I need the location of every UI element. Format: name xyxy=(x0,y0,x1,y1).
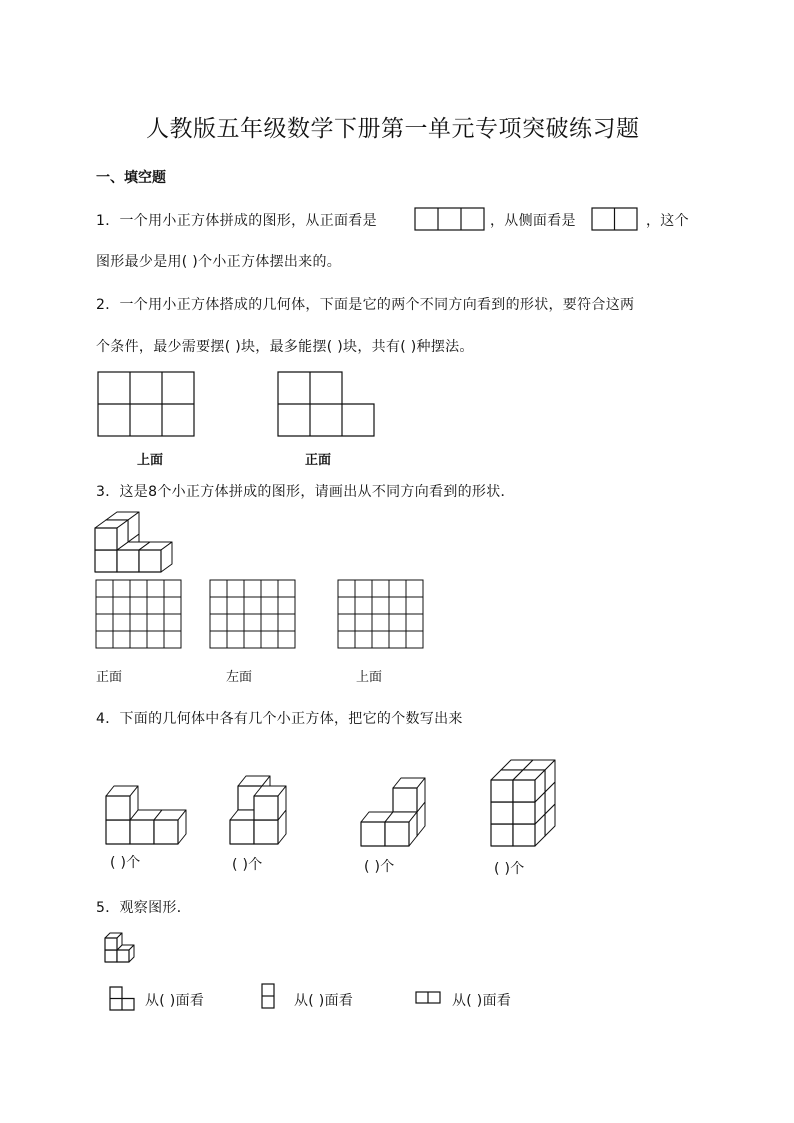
cube xyxy=(393,778,425,812)
q3-label-left: 左面 xyxy=(226,670,253,685)
page-title: 人教版五年级数学下册第一单元专项突破练习题 xyxy=(146,116,640,142)
q2-label-front: 正面 xyxy=(305,453,332,468)
q3-grid-top xyxy=(337,579,425,650)
q1-front-view-figure xyxy=(414,207,486,231)
q4-solid-1 xyxy=(104,782,196,846)
q4-solid-3 xyxy=(359,778,435,848)
q5-view-figure-2 xyxy=(261,983,277,1011)
cube xyxy=(105,933,122,950)
q4-answer-1: ( )个 xyxy=(110,855,141,871)
q4-answer-4: ( )个 xyxy=(494,861,525,877)
q3-text: 3．这是8个小正方体拼成的图形，请画出从不同方向看到的形状． xyxy=(96,484,515,500)
cube xyxy=(385,812,417,846)
q1-text-line2: 图形最少是用( )个小正方体摆出来的。 xyxy=(96,254,342,270)
q1-text-part3: ，这个 xyxy=(646,213,689,229)
q1-text-part1: 1．一个用小正方体拼成的图形，从正面看是 xyxy=(96,213,377,229)
q3-grid-left xyxy=(209,579,297,650)
cube xyxy=(154,810,186,844)
q2-label-top: 上面 xyxy=(137,453,164,468)
cube xyxy=(139,542,172,572)
q5-view-figure-1 xyxy=(109,986,137,1012)
q3-label-front: 正面 xyxy=(96,670,123,685)
q4-solid-4 xyxy=(489,756,561,848)
q2-text-line2: 个条件，最少需要摆( )块，最多能摆( )块，共有( )种摆法。 xyxy=(96,339,474,355)
q4-solid-2 xyxy=(228,776,302,846)
q4-answer-3: ( )个 xyxy=(364,859,395,875)
q1-text-part2: ，从侧面看是 xyxy=(490,213,576,229)
q1-side-view-figure xyxy=(591,207,639,231)
q5-answer-2: 从( )面看 xyxy=(294,993,354,1009)
q4-answer-2: ( )个 xyxy=(232,857,263,873)
q3-grid-front xyxy=(95,579,183,650)
q2-front-view-figure xyxy=(277,371,377,439)
cube xyxy=(254,786,286,820)
q3-label-top: 上面 xyxy=(356,670,383,685)
q2-top-view-figure xyxy=(97,371,197,439)
section-heading: 一、填空题 xyxy=(96,170,166,186)
q5-text: 5．观察图形． xyxy=(96,900,192,916)
q5-view-figure-3 xyxy=(415,991,443,1005)
cube xyxy=(513,770,545,802)
cube xyxy=(95,520,128,550)
cube xyxy=(106,786,138,820)
q5-answer-3: 从( )面看 xyxy=(452,993,512,1009)
q4-text: 4．下面的几何体中各有几个小正方体，把它的个数写出来 xyxy=(96,711,463,727)
q2-text-line1: 2．一个用小正方体搭成的几何体，下面是它的两个不同方向看到的形状，要符合这两 xyxy=(96,297,635,313)
q3-cube-stack-figure xyxy=(94,512,178,574)
q5-answer-1: 从( )面看 xyxy=(145,993,205,1009)
q5-cube-figure xyxy=(103,934,137,964)
